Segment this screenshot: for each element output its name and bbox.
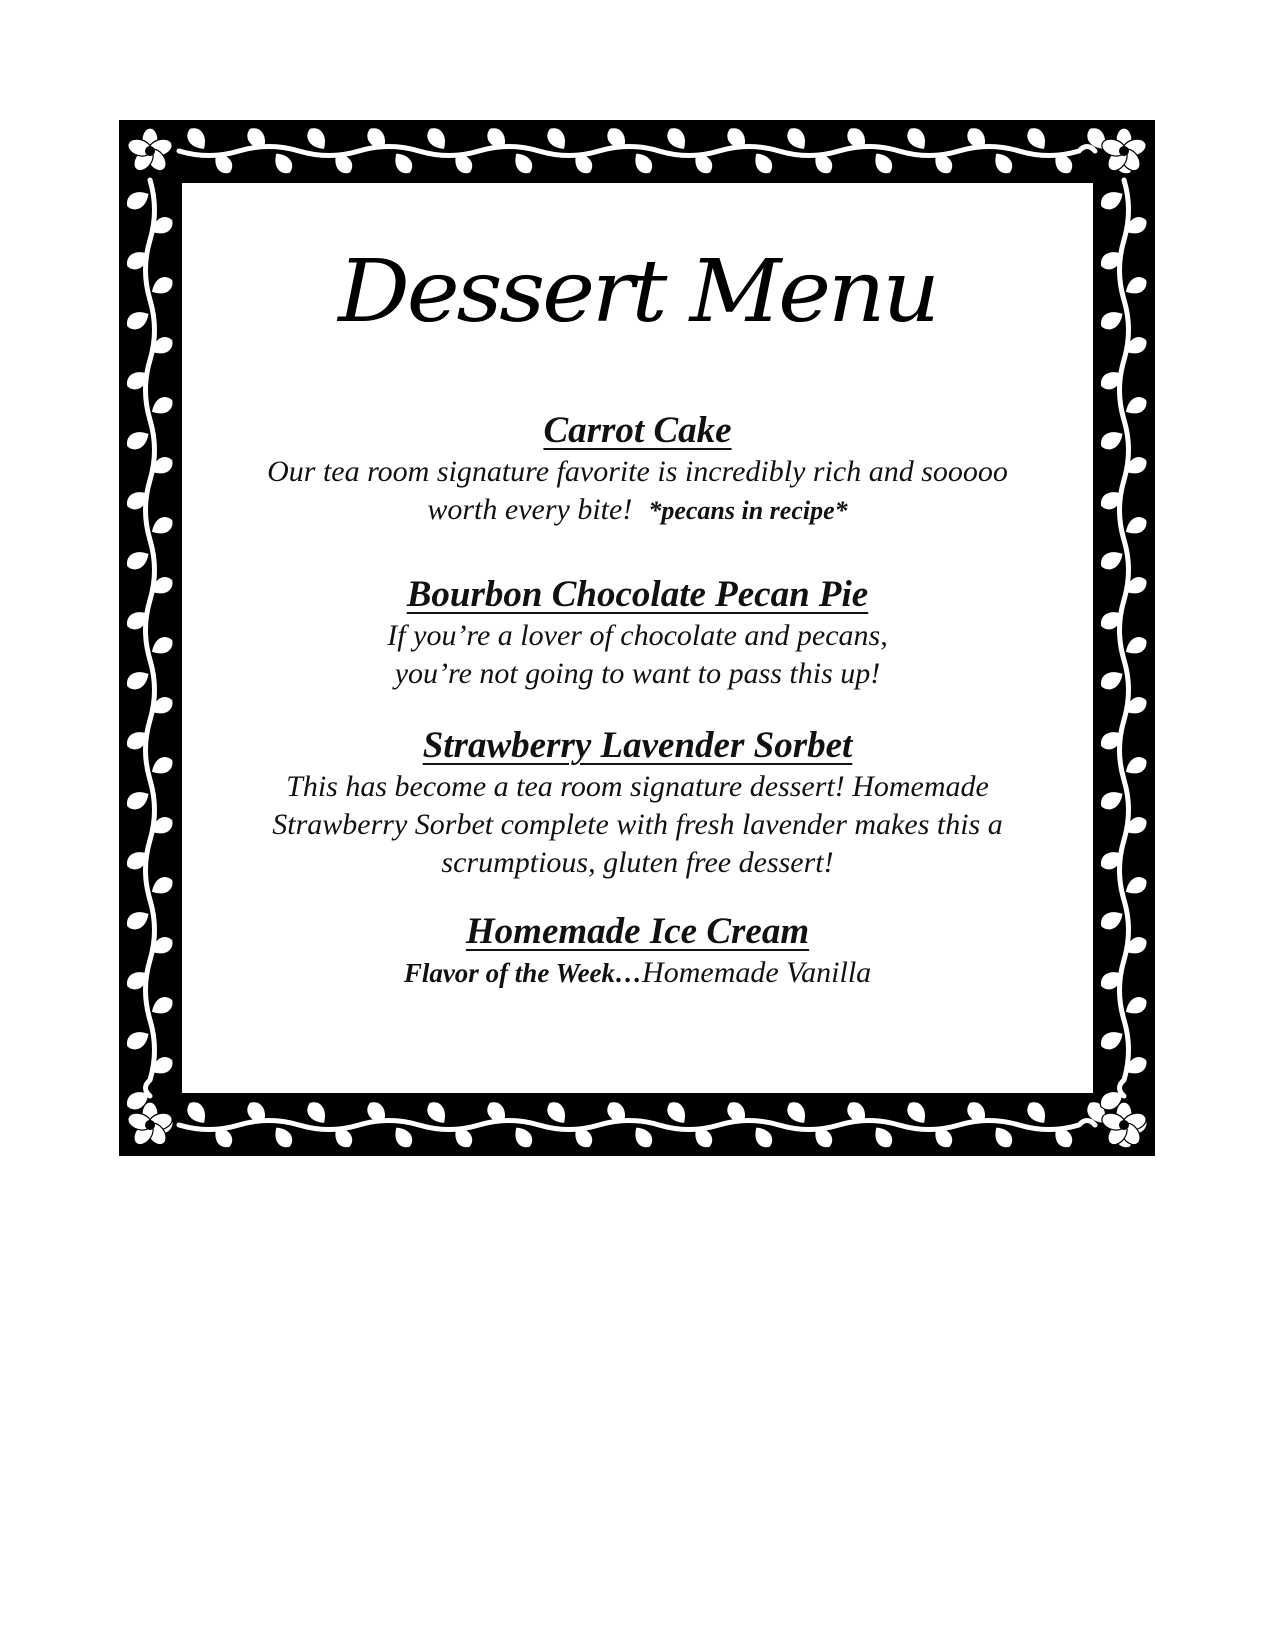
description-line: Our tea room signature favorite is incredibly rich and sooooo bbox=[267, 455, 1008, 488]
description-line: Strawberry Sorbet complete with fresh lavender makes this a bbox=[272, 808, 1003, 841]
item-description bbox=[222, 768, 1053, 882]
menu-item-ice-cream bbox=[222, 910, 1053, 992]
item-description bbox=[222, 954, 1053, 992]
menu-item-bourbon-pie bbox=[222, 573, 1053, 693]
menu-item-sorbet bbox=[222, 724, 1053, 882]
description-line: worth every bite! bbox=[427, 493, 633, 526]
menu-item-carrot-cake bbox=[222, 409, 1053, 530]
description-line: scrumptious, gluten free dessert! bbox=[441, 846, 834, 879]
flavor-label: Flavor of the Week… bbox=[403, 958, 643, 988]
item-description bbox=[222, 617, 1053, 693]
menu-title: Dessert Menu bbox=[338, 242, 937, 342]
description-line: This has become a tea room signature dessert! Homemade bbox=[286, 770, 989, 803]
item-name: Bourbon Chocolate Pecan Pie bbox=[406, 574, 869, 615]
item-name: Strawberry Lavender Sorbet bbox=[422, 725, 853, 766]
item-name: Carrot Cake bbox=[543, 410, 732, 451]
description-line: you’re not going to want to pass this up! bbox=[394, 657, 881, 690]
flavor-value: Homemade Vanilla bbox=[642, 956, 872, 989]
description-line: If you’re a lover of chocolate and pecans, bbox=[387, 619, 888, 652]
item-name: Homemade Ice Cream bbox=[465, 911, 810, 952]
menu-panel bbox=[182, 183, 1093, 1093]
item-description bbox=[222, 453, 1053, 530]
allergen-note: *pecans in recipe* bbox=[648, 496, 848, 525]
